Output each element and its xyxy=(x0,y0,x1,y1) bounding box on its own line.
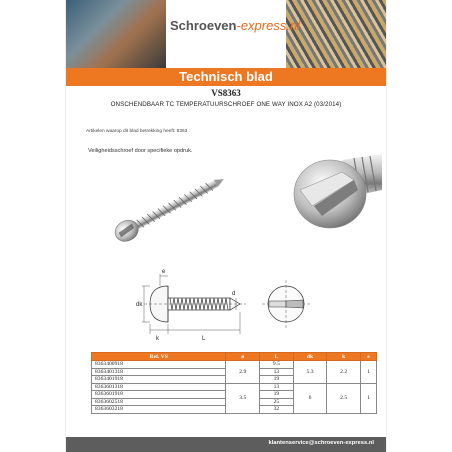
label-k: k xyxy=(156,336,159,342)
e-cell: 1 xyxy=(361,361,377,384)
label-dk: dk xyxy=(136,302,143,308)
header-ref: Ref. VS xyxy=(92,353,226,361)
product-description: Veiligheidsschroef door specifieke opdruk. xyxy=(88,148,193,154)
ref-cell: 8363603218 xyxy=(92,406,226,414)
k-cell: 2.5 xyxy=(327,383,361,413)
banner-title: Technisch blad xyxy=(179,69,273,84)
length-cell: 32 xyxy=(260,406,294,414)
product-photo xyxy=(92,150,382,260)
diameter-cell: 3.5 xyxy=(226,383,260,413)
large-screw-image xyxy=(294,154,382,228)
header-e: e xyxy=(361,353,377,361)
ref-cell: 8363601918 xyxy=(92,391,226,399)
articles-note: Artikelen waarop dit blad betrekking heeft: 8363 xyxy=(86,129,188,134)
datasheet-page xyxy=(66,0,386,452)
screws-photo xyxy=(286,0,386,68)
header-length: L xyxy=(260,353,294,361)
label-d: d xyxy=(232,291,236,297)
ref-cell: 8363401318 xyxy=(92,368,226,376)
table-row xyxy=(92,361,377,369)
technical-drawing xyxy=(136,264,326,344)
small-screw-image xyxy=(111,170,228,245)
dk-cell: 5.3 xyxy=(293,361,327,384)
workshop-photo xyxy=(66,0,166,68)
header-dk: dk xyxy=(293,353,327,361)
product-code: VS8363 xyxy=(211,88,241,98)
ref-cell: 8363400918 xyxy=(92,361,226,369)
logo-main-text: Schroeven xyxy=(170,18,237,33)
e-cell: 1 xyxy=(361,383,377,413)
length-cell: 13 xyxy=(260,368,294,376)
table-header-row xyxy=(92,353,377,361)
diameter-cell: 2.9 xyxy=(226,361,260,384)
brand-logo[interactable] xyxy=(170,18,300,33)
footer-email-link[interactable]: klantenservice@schroeven-express.nl xyxy=(268,440,374,446)
ref-cell: 8363602518 xyxy=(92,398,226,406)
length-cell: 13 xyxy=(260,383,294,391)
header-k: k xyxy=(327,353,361,361)
ref-cell: 8363401918 xyxy=(92,376,226,384)
label-e: e xyxy=(162,269,166,275)
table-row xyxy=(92,383,377,391)
logo-background xyxy=(166,0,286,68)
logo-accent-text: -express.nl xyxy=(236,18,301,33)
header-diameter: ø xyxy=(226,353,260,361)
length-cell: 19 xyxy=(260,391,294,399)
product-name: ONSCHENDBAAR TC TEMPERATUURSCHROEF ONE WAY INOX A2 (03/2014) xyxy=(110,101,342,108)
header-banner xyxy=(66,0,386,68)
ref-cell: 8363601318 xyxy=(92,383,226,391)
length-cell: 9.5 xyxy=(260,361,294,369)
dk-cell: 6 xyxy=(293,383,327,413)
specification-table xyxy=(91,352,377,414)
k-cell: 2.2 xyxy=(327,361,361,384)
label-L: L xyxy=(202,336,206,342)
length-cell: 25 xyxy=(260,398,294,406)
length-cell: 19 xyxy=(260,376,294,384)
